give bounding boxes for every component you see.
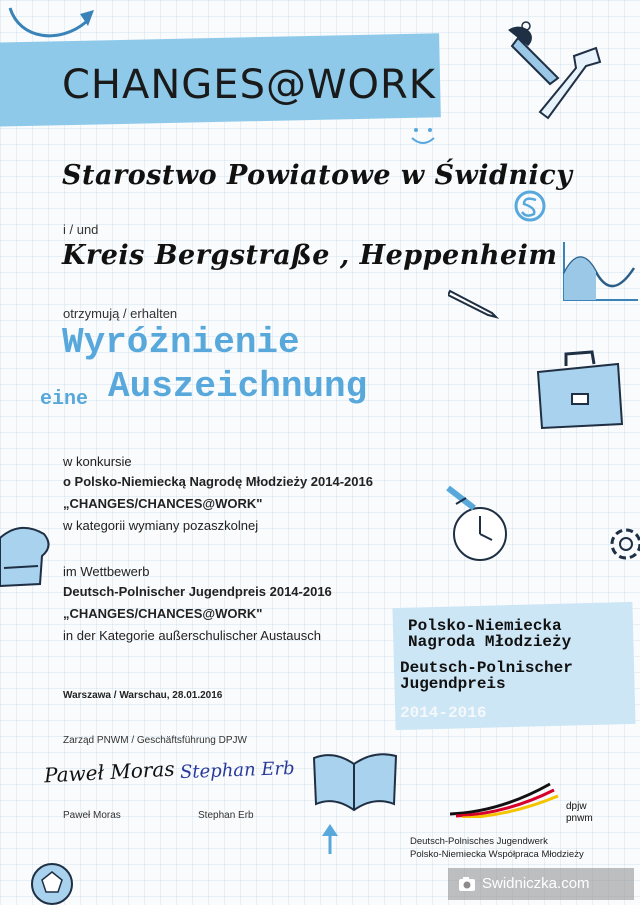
pl-contest-intro: w konkursie [63, 454, 132, 469]
pl-contest-name: o Polsko-Niemiecką Nagrodę Młodzieży 2014-2016 [63, 474, 373, 489]
briefcase-doodle-icon [532, 344, 628, 430]
pl-category: w kategorii wymiany pozaszkolnej [63, 518, 259, 533]
conjunction: i / und [63, 222, 99, 237]
logo-abbr-pl: pnwm [566, 813, 593, 824]
logo-abbr-de: dpjw [566, 801, 587, 812]
watermark [448, 868, 634, 900]
award-article-de: eine [40, 388, 89, 411]
watermark-text: Swidniczka.com [482, 875, 590, 892]
prize-line-2: Nagroda Młodzieży [408, 633, 572, 651]
ball-doodle-icon [28, 858, 76, 905]
pl-project-title: „CHANGES/CHANCES@WORK" [63, 496, 263, 511]
recipient-1: Starostwo Powiatowe w Świdnicy [62, 160, 573, 191]
clock-doodle-icon [444, 478, 514, 578]
dpjw-logo-icon [450, 778, 560, 818]
wrench-doodle-icon [488, 18, 608, 128]
prize-line-1: Polsko-Niemiecka [408, 617, 562, 635]
de-category: in der Kategorie außerschulischer Austausch [63, 628, 321, 643]
arrow-up-doodle-icon [318, 822, 342, 856]
signature-1: Paweł Moras [43, 756, 176, 788]
smiley-doodle-icon [404, 122, 444, 152]
place-date: Warszawa / Warschau, 28.01.2016 [63, 690, 223, 701]
logo-name-de: Deutsch-Polnisches Jugendwerk [410, 836, 548, 847]
prize-years: 2014-2016 [400, 704, 487, 722]
de-contest-intro: im Wettbewerb [63, 564, 150, 579]
book-doodle-icon [310, 748, 400, 814]
signature-2: Stephan Erb [179, 758, 295, 783]
signatory-name-1: Paweł Moras [63, 810, 121, 821]
receive-label: otrzymują / erhalten [63, 306, 178, 321]
prize-line-3: Deutsch-Polnischer [400, 659, 573, 677]
pencil-doodle-icon [448, 285, 500, 319]
award-title-de: Auszeichnung [108, 366, 368, 407]
de-project-title: „CHANGES/CHANCES@WORK" [63, 606, 263, 621]
camera-icon [458, 876, 476, 892]
board-label: Zarząd PNWM / Geschäftsführung DPJW [63, 735, 247, 746]
de-contest-name: Deutsch-Polnischer Jugendpreis 2014-2016 [63, 584, 332, 599]
recipient-2: Kreis Bergstraße , Heppenheim [62, 240, 558, 271]
sine-graph-doodle-icon [556, 238, 640, 308]
chef-hat-doodle-icon [0, 520, 56, 592]
banner-title: CHANGES@WORK [62, 62, 437, 108]
logo-name-pl: Polsko-Niemiecka Współpraca Młodzieży [410, 849, 584, 860]
award-title-pl: Wyróżnienie [62, 322, 300, 363]
prize-line-4: Jugendpreis [400, 675, 506, 693]
gear-doodle-icon [596, 514, 640, 574]
signatory-name-2: Stephan Erb [198, 810, 254, 821]
